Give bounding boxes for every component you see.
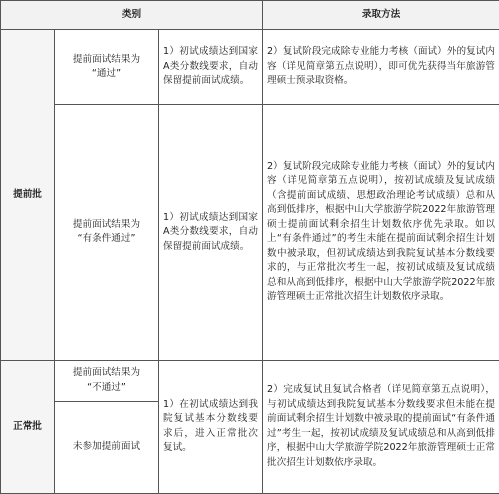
table-header-row: [1, 1, 499, 30]
condition-normal-none: [55, 401, 159, 493]
condition-early-pass: [55, 30, 159, 105]
condition-normal-fail: [55, 360, 159, 401]
requirement-early-conditional: 1）初试成绩达到国家A类分数线要求，自动保留提前面试成绩。: [159, 105, 263, 361]
method-early-pass: 2）复试阶段完成除专业能力考核（面试）外的复试内容（详见简章第五点说明），即可优先获得当年旅游管理硕士预录取资格。: [263, 30, 499, 105]
header-category: 类别: [1, 1, 263, 30]
table-row: [1, 30, 499, 105]
condition-line: 提前面试结果为: [72, 53, 141, 65]
condition-line: 提前面试结果为: [72, 367, 141, 379]
requirement-normal: 1）在初试成绩达到我院复试基本分数线要求后，进入正常批次复试。: [159, 360, 263, 493]
header-method: 录取方法: [263, 1, 499, 30]
batch-normal-label: 正常批: [1, 360, 55, 493]
condition-early-conditional: [55, 105, 159, 361]
method-early-conditional: 2）复试阶段完成除专业能力考核（面试）外的复试内容（详见简章第五点说明），按初试成绩及复试成绩（含提前面试成绩、思想政治理论考试成绩）总和从高到低排序，根据中山大学旅游学院2022年旅游管理硕士提前面试剩余招生计划数依序优先录取。如以上“有条件通过”的考生未能在提前面试剩余招生计划数中被录取，但初试成绩达到我院复试基本分数线要求的，与正常批次考生一起，按初试成绩及复试成绩总和从高到低排序，根据中山大学旅游学院2022年旅游管理硕士正常批次招生计划数依序录取。: [263, 105, 499, 361]
method-normal: 2）完成复试且复试合格者（详见简章第五点说明），与初试成绩达到我院复试基本分数线要求但未能在提前面试剩余招生计划数中被录取的提前面试“有条件通过”考生一起，按初试成绩及复试成绩总和从高到低排序，根据中山大学旅游学院2022年旅游管理硕士正常批次招生计划数依序录取。: [263, 360, 499, 493]
table-row: [1, 360, 499, 401]
table-row: [1, 105, 499, 361]
condition-line: “不通过”: [87, 381, 126, 393]
condition-line: 提前面试结果为: [72, 218, 141, 230]
requirement-early-pass: 1）初试成绩达到国家A类分数线要求，自动保留提前面试成绩。: [159, 30, 263, 105]
condition-line: “有条件通过”: [77, 233, 136, 245]
condition-line: 未参加提前面试: [72, 441, 141, 453]
batch-early-label: 提前批: [1, 30, 55, 361]
condition-line: “通过”: [91, 68, 122, 80]
